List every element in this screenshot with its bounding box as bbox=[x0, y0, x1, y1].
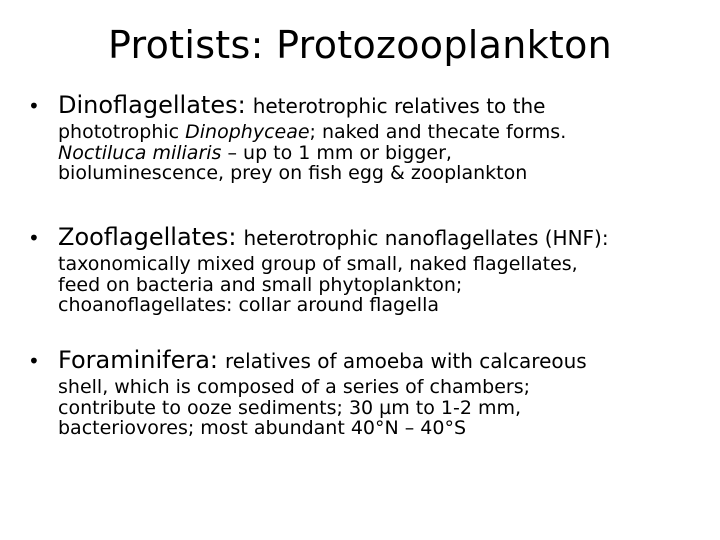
bullet-dot: • bbox=[28, 226, 40, 250]
bullet-first-line bbox=[28, 347, 708, 375]
bullet-term: Zooflagellates: bbox=[58, 223, 237, 251]
body-line: taxonomically mixed group of small, naked flagellates, bbox=[58, 253, 578, 275]
body-text: ; naked and thecate forms. bbox=[309, 121, 567, 143]
body-line: shell, which is composed of a series of chambers; bbox=[58, 376, 531, 398]
bullet-dinoflagellates bbox=[28, 92, 708, 184]
taxon-name: Dinophyceae bbox=[185, 121, 310, 143]
body-line: choanoflagellates: collar around flagella bbox=[58, 294, 439, 316]
body-line: bioluminescence, prey on fish egg & zooplankton bbox=[58, 162, 528, 184]
bullet-lead: heterotrophic relatives to the bbox=[252, 94, 546, 118]
bullet-dot: • bbox=[28, 94, 40, 118]
bullet-zooflagellates bbox=[28, 224, 708, 316]
bullet-body bbox=[58, 254, 708, 316]
bullet-lead: relatives of amoeba with calcareous bbox=[225, 349, 587, 373]
bullet-dot: • bbox=[28, 349, 40, 373]
body-text: phototrophic bbox=[58, 121, 186, 143]
slide-title: Protists: Protozooplankton bbox=[107, 23, 613, 67]
body-line bbox=[58, 143, 708, 164]
body-line: contribute to ooze sediments; 30 µm to 1-2 mm, bbox=[58, 396, 522, 419]
body-line: feed on bacteria and small phytoplankton; bbox=[58, 273, 463, 296]
bullet-body bbox=[58, 377, 708, 439]
body-text: – up to 1 mm or bigger, bbox=[221, 141, 452, 164]
species-name: Noctiluca miliaris bbox=[58, 141, 222, 164]
bullet-first-line bbox=[28, 92, 708, 120]
bullet-foraminifera bbox=[28, 347, 708, 439]
body-line bbox=[58, 122, 708, 143]
bullet-body bbox=[58, 122, 708, 184]
bullet-term: Foraminifera: bbox=[58, 346, 219, 374]
bullet-first-line bbox=[28, 224, 708, 252]
body-line: bacteriovores; most abundant 40°N – 40°S bbox=[58, 417, 467, 439]
bullet-lead: heterotrophic nanoflagellates (HNF): bbox=[243, 226, 609, 250]
bullet-term: Dinoflagellates: bbox=[58, 91, 246, 119]
